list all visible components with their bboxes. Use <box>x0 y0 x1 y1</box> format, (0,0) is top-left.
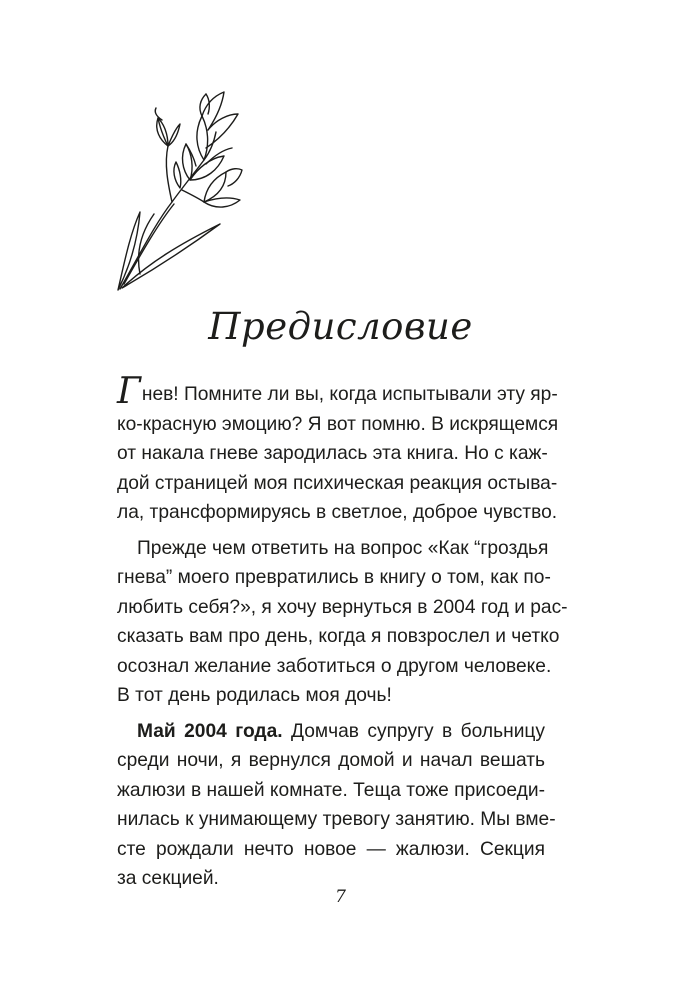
drop-cap: Г <box>117 371 141 412</box>
text-line: Прежде чем ответить на вопрос «Как “гроздья <box>137 537 549 559</box>
text-line: дой страницей моя психическая реакция остыва- <box>117 472 558 494</box>
body-text <box>117 371 568 900</box>
text-line: за секцией. <box>117 868 219 889</box>
text-line: нилась к унимающему тревогу занятию. Мы вме- <box>117 809 556 830</box>
paragraph-2 <box>117 534 568 711</box>
text-line: Май 2004 года. Домчав супругу в больницу <box>137 720 546 742</box>
crocus-flower-sprig-icon <box>110 84 250 294</box>
flower-illustration <box>110 84 250 294</box>
text-line: любить себя?», я хочу вернуться в 2004 год и рас- <box>117 596 568 618</box>
paragraph-1 <box>117 371 559 528</box>
text-line: осознал желание заботиться о другом человеке. <box>117 655 552 677</box>
text-line: ла, трансформируясь в светлое, доброе чувство. <box>117 502 558 523</box>
text-line: ко-красную эмоцию? Я вот помню. В искрящемся <box>117 413 559 435</box>
chapter-title: Предисловие <box>208 305 473 348</box>
bold-lead: Май 2004 года. <box>137 720 283 742</box>
page-number: 7 <box>335 887 346 907</box>
text-line: В тот день родилась моя дочь! <box>117 685 392 706</box>
text-line: жалюзи в нашей комнате. Теща тоже присоеди- <box>117 779 545 801</box>
text-line: сказать вам про день, когда я повзрослел и четко <box>117 626 560 647</box>
text-line: среди ночи, я вернулся домой и начал вешать <box>117 750 545 771</box>
text-line: сте рождали нечто новое — жалюзи. Секция <box>117 838 545 860</box>
paragraph-3 <box>117 717 556 894</box>
text-line: гнева” моего превратились в книгу о том, как по- <box>117 567 551 588</box>
text-line: Гнев! Помните ли вы, когда испытывали эту яр- <box>117 371 558 412</box>
text-line: от накала гневе зародилась эта книга. Но с каж- <box>117 443 548 464</box>
